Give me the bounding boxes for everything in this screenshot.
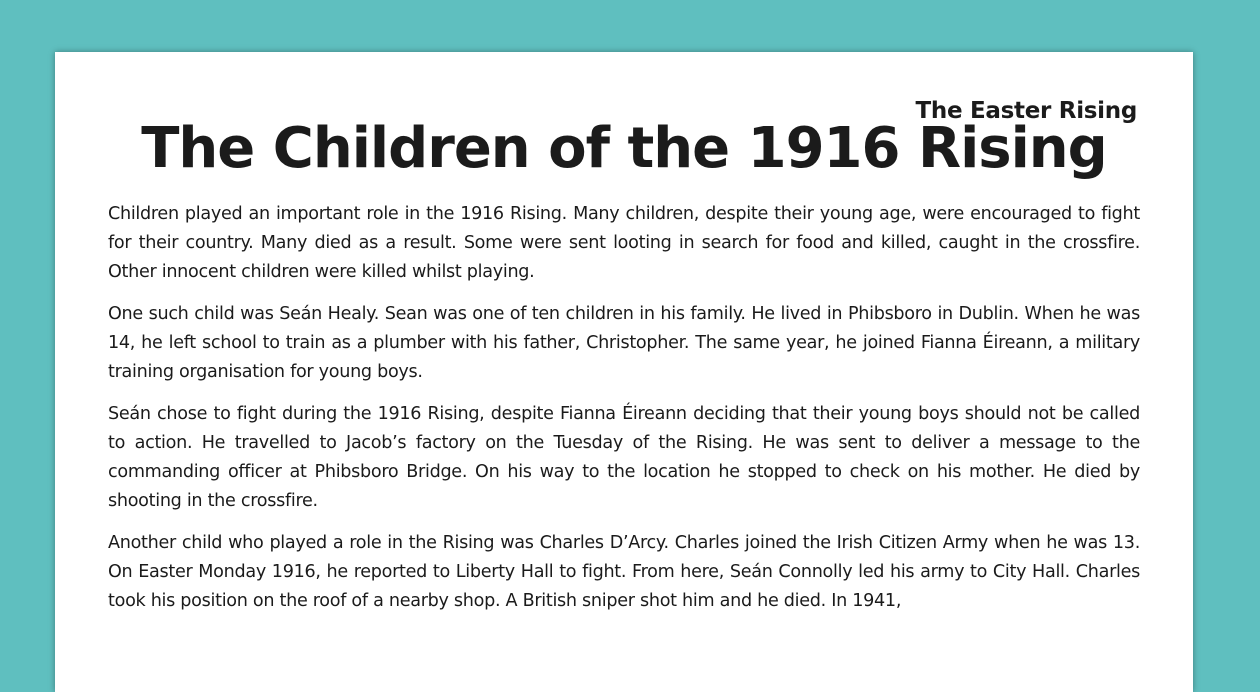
paragraph-sean-healy: One such child was Seán Healy. Sean was one of ten children in his family. He lived in Phibsboro in Dublin. When he was 14, he left school to train as a plumber with his father, Christopher. The same year, he joined Fianna Éireann, a military training organisation for young boys. xyxy=(108,304,1140,382)
worksheet-page xyxy=(55,52,1193,692)
paragraph-sean-fight: Seán chose to fight during the 1916 Rising, despite Fianna Éireann deciding that their young boys should not be called to action. He travelled to Jacob’s factory on the Tuesday of the Rising. He was sent to deliver a message to the commanding officer at Phibsboro Bridge. On his way to the location he stopped to check on his mother. He died by shooting in the crossfire. xyxy=(108,404,1140,511)
paragraph-intro: Children played an important role in the 1916 Rising. Many children, despite their young age, were encouraged to fight for their country. Many died as a result. Some were sent looting in search for food and killed, caught in the crossfire. Other innocent children were killed whilst playing. xyxy=(108,204,1140,282)
paragraph-charles-darcy: Another child who played a role in the Rising was Charles D’Arcy. Charles joined the Irish Citizen Army when he was 13. On Easter Monday 1916, he reported to Liberty Hall to fight. From here, Seán Connolly led his army to City Hall. Charles took his position on the roof of a nearby shop. A British sniper shot him and he died. In 1941, xyxy=(108,533,1140,611)
document-body xyxy=(108,200,1140,629)
page-title: The Children of the 1916 Rising xyxy=(141,116,1107,181)
topic-label: The Easter Rising xyxy=(915,98,1137,124)
